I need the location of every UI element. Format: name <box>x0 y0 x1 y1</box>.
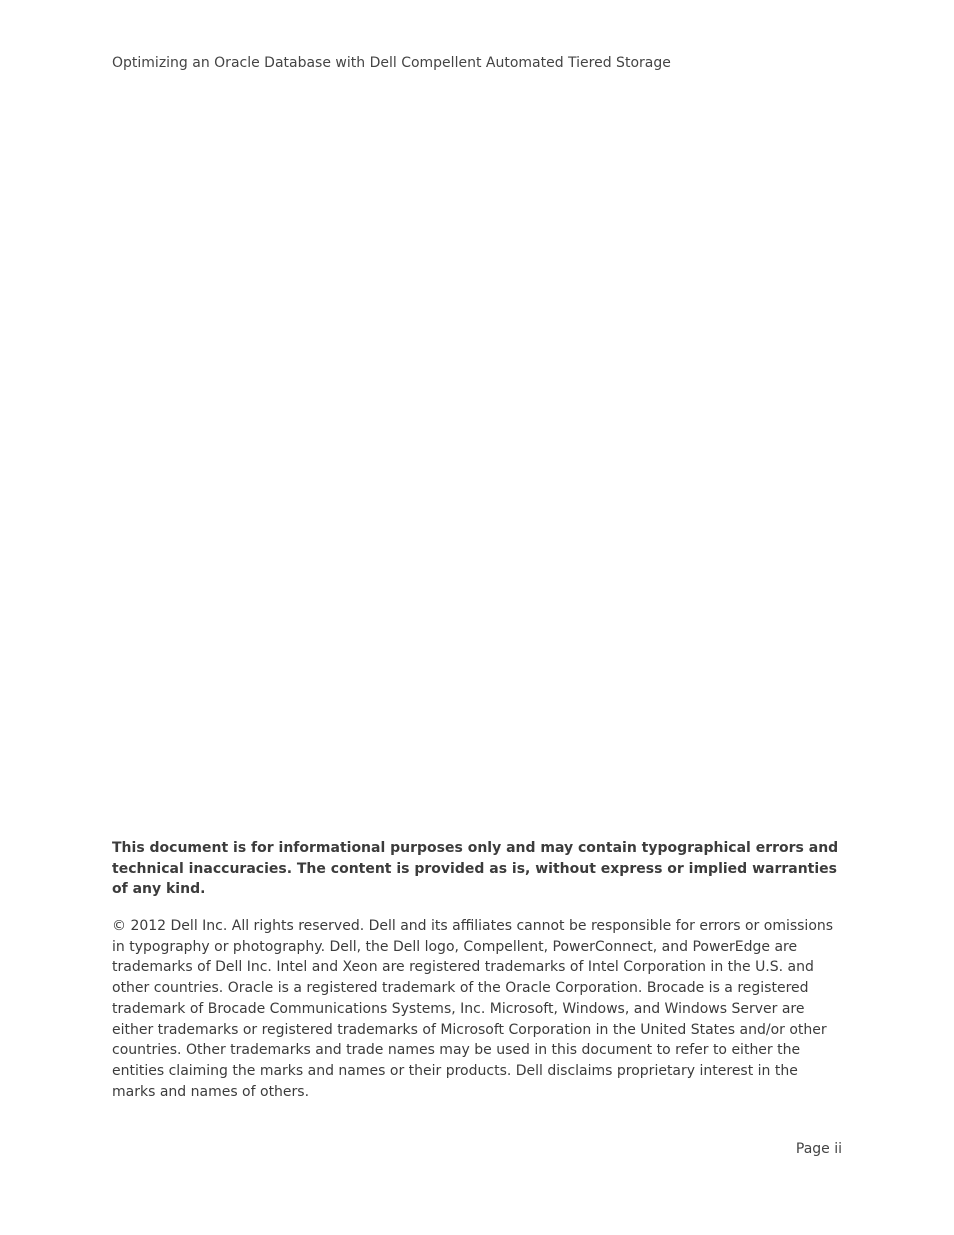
copyright-paragraph: © 2012 Dell Inc. All rights reserved. Dell and its affiliates cannot be responsible for errors or omissions in typography or photography. Dell, the Dell logo, Compellent, PowerConnect, and PowerEdge are trademarks of Dell Inc. Intel and Xeon are registered trademarks of Intel Corporation in the U.S. and other countries. Oracle is a registered trademark of the Oracle Corporation. Brocade is a registered trademark of Brocade Communications Systems, Inc. Microsoft, Windows, and Windows Server are either trademarks or registered trademarks of Microsoft Corporation in the United States and/or other countries. Other trademarks and trade names may be used in this document to refer to either the entities claiming the marks and names or their products. Dell disclaims proprietary interest in the marks and names of others. <box>112 918 834 1100</box>
page-number: Page ii <box>795 1141 842 1157</box>
document-header-title: Optimizing an Oracle Database with Dell Compellent Automated Tiered Storage <box>112 55 671 71</box>
disclaimer-paragraph: This document is for informational purposes only and may contain typographical errors and technical inaccuracies. The content is provided as is, without express or implied warranties of any kind. <box>112 840 839 898</box>
